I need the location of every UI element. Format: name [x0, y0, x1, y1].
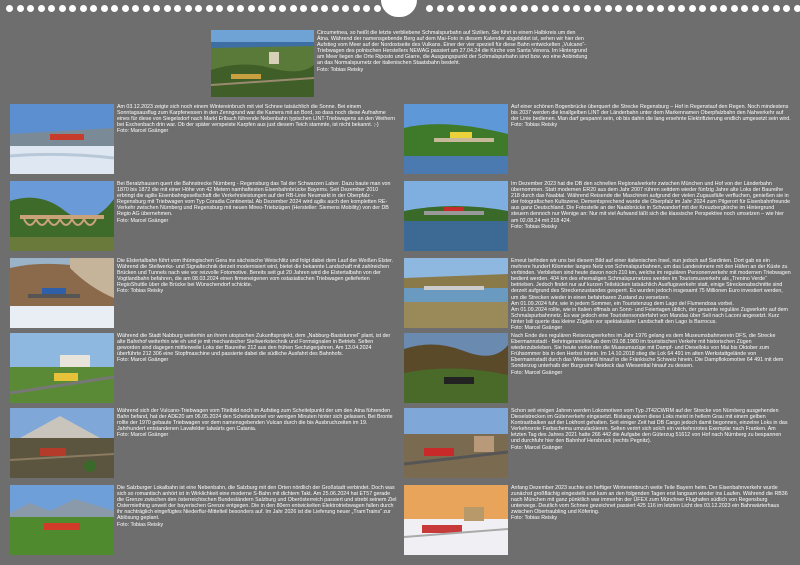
binding-hole — [489, 5, 496, 12]
binding-hole — [248, 5, 255, 12]
binding-hole — [374, 5, 381, 12]
binding-hole — [258, 5, 265, 12]
binding-hole — [437, 5, 444, 12]
binding-hole — [90, 5, 97, 12]
binding-hole — [185, 5, 192, 12]
caption-left-1: Am 03.12.2023 zeigte sich noch einem Wintereinbruch mit viel Schnee tatsächlich die Sonne. Bei einem Sonntagsausflug zum Karpfenessen in den Zenngrund war die Kamera mit an Bord, so dass noch diese Aufnahme eines für diese von Siegelsdorf nach Markt Erlbach führende Nebenbahn typischen LINT-Triebwagens an den Weihern bei Eschenbach drin war. Ob der später verspeiste Karpfen aus just diesem Teich stammte, ist nicht bekannt. ;-) Foto: Marcel Gsänger — [117, 104, 395, 135]
binding-hole — [122, 5, 129, 12]
binding-hole — [668, 5, 675, 12]
photo-right-3 — [404, 258, 508, 328]
binding-hole — [573, 5, 580, 12]
binding-hole — [584, 5, 591, 12]
binding-hole — [542, 5, 549, 12]
binding-hole — [269, 5, 276, 12]
binding-hole — [479, 5, 486, 12]
binding-hole — [783, 5, 790, 12]
binding-hole — [657, 5, 664, 12]
binding-hole — [458, 5, 465, 12]
binding-hole — [794, 5, 800, 12]
binding-hole — [500, 5, 507, 12]
binding-hole — [321, 5, 328, 12]
binding-hole — [111, 5, 118, 12]
caption-top: Circumetnea, so heißt die letzte verbliebene Schmalspurbahn auf Sizilien. Sie führt in einem Halbkreis um den Ätna. Während der namensgebende Berg auf dem Mai-Foto in diesem Kalender abgebildet ist, sehen wir hier den Aufstieg vom Meer auf der Nordostseite des Vulkans. Einer der vier speziell für diese Bahn entwickelten „Vulcano“-Triebwagen des polnischen Herstellers NEWAG passiert am 27.04.24 die Kirche von Santa Venera. Im Hintergrund am Meer liegen die Orte Riposto und Giarre, die Ausgangspunkt der Schmalspurbahn sind bzw. wo eine Anbindung an das Normalspurnetz der italienischen Staatsbahn besteht. Foto: Tobias Reisky — [317, 30, 588, 73]
photo-right-1 — [404, 104, 508, 174]
binding-hole — [468, 5, 475, 12]
binding-hole — [174, 5, 181, 12]
binding-hole — [17, 5, 24, 12]
binding-hole — [279, 5, 286, 12]
binding-hole — [605, 5, 612, 12]
binding-hole — [531, 5, 538, 12]
binding-hole — [752, 5, 759, 12]
caption-left-2: Bei Beratzhausen quert die Bahnstrecke Nürnberg - Regensburg das Tal der Schwarzen Laber. Dazu baute man von 1870 bis 1872 die mit einer Höhe von 42 Metern namhaftesten Eisenbahnbrücke Bayerns. Seit Dezember 2010 erbringt die agilis Eisenbahngesellschaft die Verkehrsleistungen auf der RB-Linie Neumarkt in der Oberpfalz - Regensburg mit Triebwagen vom Typ Coradia Continental. Ab Dezember 2024 wird agilis auch den kompletten RE-Verkehr zwischen Nürnberg und Regensburg mit neuen Mireo-Triebzügen (Hersteller: Siemens Mobility) von der DB Regio AG übernehmen. Foto: Marcel Gsänger — [117, 181, 391, 224]
caption-left-3: Die Elstertalbahn führt vom thüringischen Gera ins sächsische Weischlitz und folgt dabei dem Lauf der Weißen Elster. Während die Stellwerks- und Signaltechnik derzeit modernisiert wird, bietet die bekannte Landschaft mit zahlreichen Brücken und Tunnels nach wie vor reizvolle Fotomotive. Bereits seit gut 20 Jahren wird die Elstertalbahn von der Vogtlandbahn befahren, die am 08.03.2024 einen firmeneigenen vom ostasiatischen Triebwagen gelieferten RegioShuttle über die Brücke bei Wünschendorf schickte. Foto: Tobias Reisky — [117, 258, 393, 295]
binding-hole — [48, 5, 55, 12]
binding-hole — [594, 5, 601, 12]
photo-left-2 — [10, 181, 114, 251]
caption-left-4: Während die Stadt Nabburg weiterhin an ihrem utopischen Zukunftsprojekt, dem „Nabburg-Basistunnel“ plant, ist der alte Bahnhof weiterhin wie eh und je mit mechanischer Stellwerkstechnik und Formsignalen in Betrieb. Selten geworden sind dagegen mittlerweile Loks der Baureihe 212 aus den frühen Sechzigerjahren. Am 13.04.2024 überführte 212 306 eine Stopfmaschine und passierte dabei die südliche Ausfahrt des Bahnhofs. Foto: Marcel Gsänger — [117, 333, 391, 364]
binding-hole — [38, 5, 45, 12]
binding-hole — [647, 5, 654, 12]
photo-right-6 — [404, 485, 508, 555]
binding-hole — [6, 5, 13, 12]
binding-hole — [311, 5, 318, 12]
binding-hole — [164, 5, 171, 12]
caption-right-1: Auf einer schönen Bogenbrücke überquert die Strecke Regensburg – Hof in Regenstauf den Regen. Noch mindestens bis 2037 werden die knallgelben LINT der Länderbahn unter dem Markennamen Oberpfalzbahn den Nahverkehr auf der Linie bedienen. Man darf gespannt sein, ob bis dahin die lang ersehnte Elektrifizierung endlich umgesetzt sein wird. Foto: Tobias Reisky — [511, 104, 791, 129]
binding-hole — [206, 5, 213, 12]
caption-left-6: Die Salzburger Lokalbahn ist eine Nebenbahn, die Salzburg mit den Orten nördlich der Großstadt verbindet. Doch was sich so romantisch anhört ist in Wirklichkeit eine moderne S-Bahn mit dichtem Takt. Am 25.06.2024 hat ET57 gerade die Grenze zwischen den österreichischen Bundesländern Salzburg und Oberösterreich passiert und strebt seinem Ziel Ostermiething unweit der bayerischen Grenze entgegen. Die in den 80ern entwickelten Elektrotriebwagen fallen durch ihr nachträglich eingefügtes Niederflur-Mittelteil besonders auf. Im Jahr 2026 ist die Lieferung neuer „TramTrains“ zur Ablösung geplant. Foto: Tobias Reisky — [117, 485, 397, 528]
binding-hole — [689, 5, 696, 12]
binding-hole — [59, 5, 66, 12]
binding-hole — [143, 5, 150, 12]
binding-hole — [731, 5, 738, 12]
photo-left-4 — [10, 333, 114, 403]
binding-hole — [132, 5, 139, 12]
binding-hole — [237, 5, 244, 12]
photo-left-6 — [10, 485, 114, 555]
binding-hole — [363, 5, 370, 12]
binding-hole — [195, 5, 202, 12]
binding-hole — [773, 5, 780, 12]
binding-hole — [710, 5, 717, 12]
photo-right-5 — [404, 408, 508, 478]
binding-hole — [290, 5, 297, 12]
binding-hole — [353, 5, 360, 12]
binding-hole — [153, 5, 160, 12]
binding-hole — [615, 5, 622, 12]
binding-hole — [762, 5, 769, 12]
binding-hole — [626, 5, 633, 12]
binding-hole — [426, 5, 433, 12]
caption-right-3: Erneut befinden wir uns bei diesem Bild auf einer italienischen Insel, nun jedoch auf Sardinien. Dort gab es ein mehrere hundert Kilometer langes Netz von Schmalspurbahnen, um das Landesinnere mit den Häfen an der Küste zu verbinden. Verblieben sind heute davon noch 210 km, welche im regulären Personenverkehr mit modernen Triebwagen bedient werden. 404 km des ehemaligen Schmalspurnetzes werden im Tourismusverkehr als „Trenino Verde“ betrieben. Jedoch findet nur auf kurzen Teilstücken tatsächlich Ausflugsverkehr statt, einige Streckenabschnitte sind derzeit aufgrund des Streckenzustandes gesperrt. Es wurden jedoch insgesamt 75 Millionen Euro investiert werden, um die Strecken wieder in einen befahrbaren Zustand zu versetzen. Am 01.09.2024 fuhr, wie in jedem Sommer, ein Touristenzug dem Lago del Flumendosa vorbei. Am 01.09.2024 rollte, wie in Italien offmals an Sonn- und Feiertagen üblich, der gesamte reguläre Zugverkehr auf dem Schmalspurbahnnetz. Es war jedoch eine Touristensonderfahrt von Mandas über Seli nach Laconi angesetzt. Kurz hinter Isili querte das kleine Züglein vor spektakulärer Landschaft den Lago Is Barrocus. Foto: Marcel Gsänger — [511, 258, 791, 330]
binding-hole — [552, 5, 559, 12]
photo-top — [211, 30, 314, 97]
photo-left-5 — [10, 408, 114, 478]
binding-hole — [447, 5, 454, 12]
binding-hole — [216, 5, 223, 12]
binding-hole — [563, 5, 570, 12]
binding-hole — [521, 5, 528, 12]
binding-hole — [80, 5, 87, 12]
binding-hole — [332, 5, 339, 12]
binding-hole — [636, 5, 643, 12]
binding-hole — [510, 5, 517, 12]
binding-hole — [27, 5, 34, 12]
binding-hole — [678, 5, 685, 12]
caption-right-4: Nach Ende des regulären Reisezugverkehrs im Jahr 1976 gelang es dem Museumsbahnverein DFS, die Strecke Ebermannstadt - Behringersmühle ab dem 09.08.1980 im touristischen Verkehr mit historischen Zügen wiederzubeleben. Sie heute verkehren die Museumszüge mit Dampf- und Dieselloks von Mai bis Oktober zum Frühsommer bis in den Herbst hinein. Im 14.10.2018 stieg die Lok 64 491 im alten Werkstattgelände von Ebermannstadt durch das Wiesenttal hinauf in die Fränkische Schweiz hinein. Die Dampflokomotive 64 491 mit dem Sonderzug unterhalb der Burgruine Neideck das Wiesenttal hinauf zu dessen. Foto: Marcel Gsänger — [511, 333, 784, 376]
binding-hole — [741, 5, 748, 12]
caption-right-5: Schon seit einigen Jahren werden Lokomotiven vom Typ JT42CWRM auf der Strecke von Nürnberg ausgehenden Dieselstrecken im Güterverkehr eingesetzt. Bislang wären diese Loks meist in hellem Grau mit einem gelben Kontrastbalken auf der Lokfront gehalten. Seit einiger Zeit hat DB Cargo jedoch damit begonnen, einzelne Loks in das Verkehrsrote Farbschema umzulackieren. Selten verirrt sich solch ein verkehrsrotes Exemplar nach Franken. Am letzten Tag des Jahres 2021 hatte 266 442 die Aufgabe den Güterzug 51612 von Hof nach Nürnberg zu bespannen und durchfuhr hier den Bahnhof Hersbruck (rechts Pegnitz). Foto: Marcel Gsänger — [511, 408, 788, 451]
binding-hole — [699, 5, 706, 12]
caption-right-2: Im Dezember 2023 hat die DB den schnellen Regionalverkehr zwischen München und Hof von der Länderbahn übernommen. Statt modernen ER20 aus dem Jahr 2007 rühren seitdem wieder fünfzig Jahre alte Loks der Baureihe 218 durch das Naabtal. Während Reisende die Maschinen aufgrund der vielen Zugausfälle verfluchen, genießen sie in der fotografischen Kultszene, Dementsprechend wurde die Oberpfalz im Jahr 2024 zum Pilgerort für Eisenbahnfreunde aus ganz Deutschland. Die Fotostelle an der Naabbrücke in Schwandorf mit der Kreuzbergkirche im Hintergrund steuern dennoch nur Wenige an: Nur mit viel Aufwand läßt sich die klassische Perspektive noch umsetzen – wie hier am 02.08.24 mit 218 424. Foto: Tobias Reisky — [511, 181, 791, 230]
photo-right-2 — [404, 181, 508, 251]
binding-hole — [720, 5, 727, 12]
binding-hole — [69, 5, 76, 12]
binding-hole — [227, 5, 234, 12]
photo-left-1 — [10, 104, 114, 174]
binding-hole — [101, 5, 108, 12]
caption-left-5: Während sich der Vulcano-Triebwagen vom Titelbild noch im Aufstieg zum Scheitelpunkt der um den Ätna führenden Bahn befand, hat der ADE20 am 06.05.2024 den Scheiteltunnel vor wenigen Minuten hinter sich gelassen. Bei Bronte rollte der 1970 gebaute Triebwagen vor dem namensgebenden Vulcan durch die bis Ausbruchzeiten im 19. Jahrhundert entstandenen Lavafelder talwärts gen Catania. Foto: Marcel Gsänger — [117, 408, 393, 439]
caption-right-6: Anfang Dezember 2023 suchte ein heftiger Wintereinbruch weite Teile Bayern heim. Der Eisenbahnverkehr wurde zunächst großflächig eingestellt und kam an den folgenden Tagen erst langsam wieder ins Laufen. Während die RB36 nach München mit ganz pünktlich war immerhin der ÜFEX zum Münchner Flughafen südlich von Regensburg unterwegs. Deutlich vom Schnee gezeichnet passiert 425 116 im letzten Licht des 03.12.2023 ein Bahnwärterhaus zwischen Obertraubling und Köfering. Foto: Tobias Reisky — [511, 485, 788, 522]
photo-right-4 — [404, 333, 508, 403]
binding-hole — [342, 5, 349, 12]
photo-left-3 — [10, 258, 114, 328]
binding-hole — [300, 5, 307, 12]
